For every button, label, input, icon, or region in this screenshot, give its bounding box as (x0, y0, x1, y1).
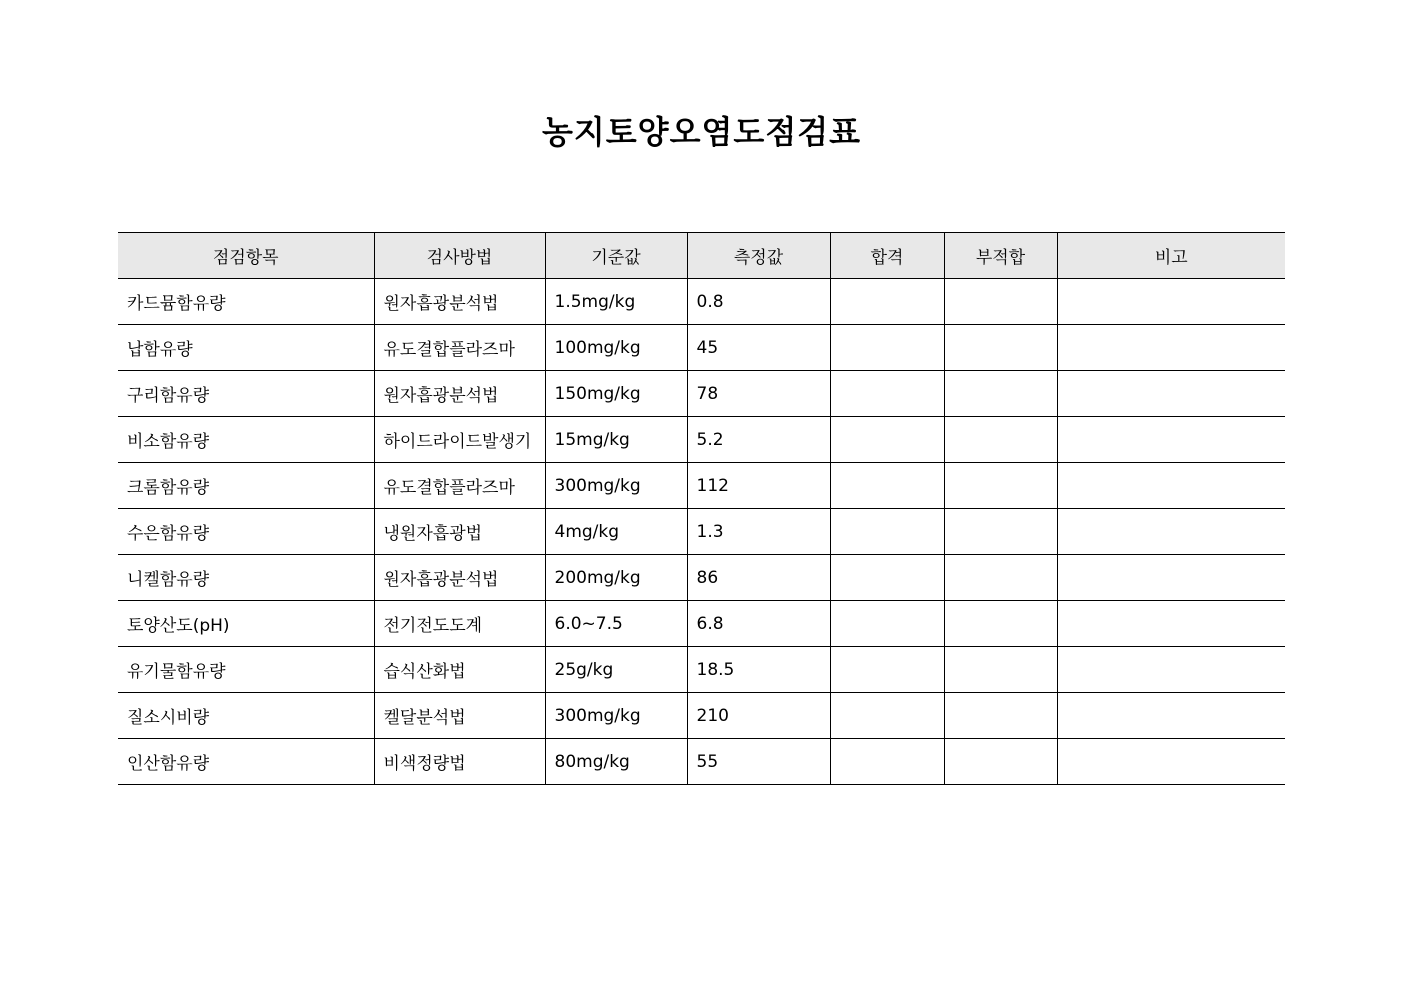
inspection-item-cell: 수은함유량 (118, 509, 374, 555)
fail-cell (944, 647, 1057, 693)
fail-cell (944, 463, 1057, 509)
table-row (118, 555, 1285, 601)
fail-cell (944, 601, 1057, 647)
table-row (118, 463, 1285, 509)
table-row (118, 371, 1285, 417)
table-row (118, 325, 1285, 371)
measured-value-cell: 0.8 (687, 279, 830, 325)
measured-value-cell: 86 (687, 555, 830, 601)
inspection-item-cell: 크롬함유량 (118, 463, 374, 509)
measured-value-cell: 1.3 (687, 509, 830, 555)
header-standard-value: 기준값 (545, 233, 687, 279)
remarks-cell (1057, 601, 1285, 647)
remarks-cell (1057, 325, 1285, 371)
inspection-item-cell: 납함유량 (118, 325, 374, 371)
test-method-cell: 원자흡광분석법 (374, 371, 545, 417)
inspection-item-cell: 구리함유량 (118, 371, 374, 417)
inspection-item-cell: 인산함유량 (118, 739, 374, 785)
header-fail: 부적합 (944, 233, 1057, 279)
standard-value-cell: 15mg/kg (545, 417, 687, 463)
inspection-item-cell: 유기물함유량 (118, 647, 374, 693)
document-title: 농지토양오염도점검표 (541, 113, 862, 151)
pass-cell (830, 463, 944, 509)
remarks-cell (1057, 647, 1285, 693)
table-row (118, 601, 1285, 647)
fail-cell (944, 417, 1057, 463)
table-row (118, 647, 1285, 693)
header-remarks: 비고 (1057, 233, 1285, 279)
table-row (118, 739, 1285, 785)
standard-value-cell: 200mg/kg (545, 555, 687, 601)
pass-cell (830, 601, 944, 647)
inspection-item-cell: 비소함유량 (118, 417, 374, 463)
remarks-cell (1057, 417, 1285, 463)
remarks-cell (1057, 739, 1285, 785)
test-method-cell: 유도결합플라즈마 (374, 325, 545, 371)
fail-cell (944, 555, 1057, 601)
remarks-cell (1057, 463, 1285, 509)
measured-value-cell: 210 (687, 693, 830, 739)
header-test-method: 검사방법 (374, 233, 545, 279)
test-method-cell: 원자흡광분석법 (374, 555, 545, 601)
fail-cell (944, 325, 1057, 371)
measured-value-cell: 112 (687, 463, 830, 509)
pass-cell (830, 555, 944, 601)
fail-cell (944, 739, 1057, 785)
standard-value-cell: 80mg/kg (545, 739, 687, 785)
table-row (118, 693, 1285, 739)
pass-cell (830, 739, 944, 785)
test-method-cell: 원자흡광분석법 (374, 279, 545, 325)
remarks-cell (1057, 279, 1285, 325)
table-row (118, 279, 1285, 325)
test-method-cell: 켈달분석법 (374, 693, 545, 739)
test-method-cell: 습식산화법 (374, 647, 545, 693)
test-method-cell: 전기전도도계 (374, 601, 545, 647)
measured-value-cell: 45 (687, 325, 830, 371)
remarks-cell (1057, 509, 1285, 555)
standard-value-cell: 1.5mg/kg (545, 279, 687, 325)
header-inspection-item: 점검항목 (118, 233, 374, 279)
fail-cell (944, 371, 1057, 417)
pass-cell (830, 509, 944, 555)
table-row (118, 509, 1285, 555)
standard-value-cell: 300mg/kg (545, 693, 687, 739)
test-method-cell: 하이드라이드발생기 (374, 417, 545, 463)
pass-cell (830, 647, 944, 693)
remarks-cell (1057, 555, 1285, 601)
standard-value-cell: 4mg/kg (545, 509, 687, 555)
inspection-item-cell: 카드뮴함유량 (118, 279, 374, 325)
measured-value-cell: 6.8 (687, 601, 830, 647)
pass-cell (830, 279, 944, 325)
pass-cell (830, 417, 944, 463)
remarks-cell (1057, 693, 1285, 739)
measured-value-cell: 18.5 (687, 647, 830, 693)
inspection-item-cell: 니켈함유량 (118, 555, 374, 601)
standard-value-cell: 25g/kg (545, 647, 687, 693)
measured-value-cell: 78 (687, 371, 830, 417)
header-pass: 합격 (830, 233, 944, 279)
inspection-item-cell: 질소시비량 (118, 693, 374, 739)
pass-cell (830, 325, 944, 371)
pass-cell (830, 371, 944, 417)
inspection-item-cell: 토양산도(pH) (118, 601, 374, 647)
inspection-table (118, 232, 1285, 785)
standard-value-cell: 300mg/kg (545, 463, 687, 509)
fail-cell (944, 693, 1057, 739)
test-method-cell: 유도결합플라즈마 (374, 463, 545, 509)
measured-value-cell: 5.2 (687, 417, 830, 463)
standard-value-cell: 6.0~7.5 (545, 601, 687, 647)
test-method-cell: 비색정량법 (374, 739, 545, 785)
table-body (118, 279, 1285, 785)
header-measured-value: 측정값 (687, 233, 830, 279)
test-method-cell: 냉원자흡광법 (374, 509, 545, 555)
pass-cell (830, 693, 944, 739)
remarks-cell (1057, 371, 1285, 417)
fail-cell (944, 279, 1057, 325)
measured-value-cell: 55 (687, 739, 830, 785)
standard-value-cell: 100mg/kg (545, 325, 687, 371)
table-row (118, 417, 1285, 463)
table-header-row (118, 233, 1285, 279)
standard-value-cell: 150mg/kg (545, 371, 687, 417)
fail-cell (944, 509, 1057, 555)
